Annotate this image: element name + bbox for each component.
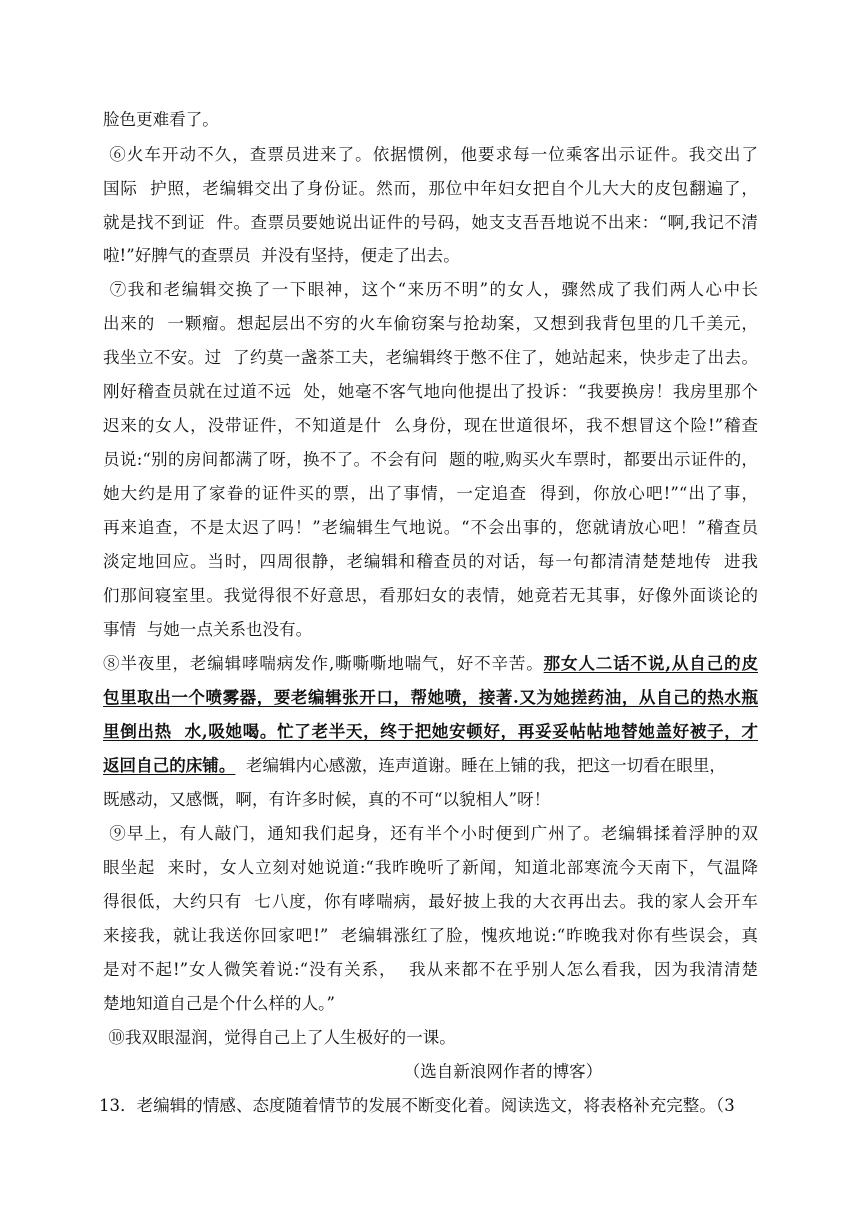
text-line: 们那间寝室里。我觉得很不好意思，看那妇女的表情，她竟若无其事，好像外面谈论的 (103, 586, 758, 605)
text-line: ⑦我和老编辑交换了一下眼神，这个“来历不明”的女人，骤然成了我们两人心中长 (103, 280, 758, 299)
text-line: 国际 护照，老编辑交出了身份证。然而，那位中年妇女把自个儿大大的皮包翻遍了， (103, 179, 758, 198)
question-13: 13．老编辑的情感、态度随着情节的发展不断变化着。阅读选文，将表格补充完整。（3 (99, 1096, 735, 1115)
text-line: 楚地知道自己是个什么样的人。” (103, 994, 335, 1013)
text-line: 事情 与她一点关系也没有。 (103, 620, 313, 639)
text-line: 淡定地回应。当时，四周很静，老编辑和稽查员的对话，每一句都清清楚楚地传 进我 (103, 552, 758, 571)
text-line: 出来的 一颗瘤。想起层出不穷的火车偷窃案与抢劫案，又想到我背包里的几千美元， (103, 314, 758, 333)
para8-tail: 老编辑内心感激，连声道谢。睡在上铺的我，把这一切看在眼里， (235, 756, 726, 775)
text-line: 是对不起!”女人微笑着说:“没有关系， 我从来都不在乎别人怎么看我，因为我清清楚 (103, 960, 758, 979)
underlined-text: 那女人二话不说,从自己的皮 (543, 654, 758, 673)
text-line: 来接我，就让我送你回家吧!” 老编辑涨红了脸，愧疚地说:“昨晚我对你有些误会，真 (103, 926, 758, 945)
text-line: 员说:“别的房间都满了呀，换不了。不会有问 题的啦,购买火车票时，都要出示证件的， (103, 450, 758, 469)
paragraph-8-line (103, 756, 726, 776)
text-line: 脸色更难看了。 (103, 110, 219, 129)
text-line: 刚好稽查员就在过道不远 处，她毫不客气地向他提出了投诉：“我要换房！我房里那个 (103, 382, 758, 401)
text-line: 我坐立不安。过 了约莫一盏茶工夫，老编辑终于憋不住了，她站起来，快步走了出去。 (103, 348, 758, 367)
text-line: ⑥火车开动不久，查票员进来了。依据惯例，他要求每一位乘客出示证件。我交出了 (103, 145, 758, 164)
text-line: 她大约是用了家眷的证件买的票，出了事情，一定追查 得到，你放心吧!”“出了事， (103, 484, 758, 503)
text-line: ⑩我双眼湿润，觉得自己上了人生极好的一课。 (103, 1028, 456, 1047)
underlined-text: 里倒出热 水,吸她喝。忙了老半天，终于把她安顿好，再妥妥帖帖地替她盖好被子，才 (103, 722, 758, 741)
text-line: ⑨早上，有人敲门，通知我们起身，还有半个小时便到广州了。老编辑揉着浮肿的双 (103, 824, 758, 843)
text-line: 迟来的女人，没带证件，不知道是什 么身份，现在世道很坏，我不想冒这个险!”稽查 (103, 416, 758, 435)
text-line: 既感动，又感慨，啊，有许多时候，真的不可“以貌相人”呀！ (103, 790, 551, 809)
text-line: 得很低，大约只有 七八度，你有哮喘病，最好披上我的大衣再出去。我的家人会开车 (103, 892, 758, 911)
source-note: （选自新浪网作者的博客） (403, 1062, 603, 1081)
para8-lead: ⑧半夜里，老编辑哮喘病发作,嘶嘶嘶地喘气，好不辛苦。 (103, 654, 544, 673)
text-line: 再来追查，不是太迟了吗！”老编辑生气地说。“不会出事的，您就请放心吧！”稽查员 (103, 518, 758, 537)
underlined-text: 包里取出一个喷雾器，要老编辑张开口，帮她喷，接著.又为她搓药油，从自己的热水瓶 (103, 688, 758, 707)
text-line: 啦!”好脾气的查票员 并没有坚持，便走了出去。 (103, 246, 460, 265)
paragraph-8-line (103, 654, 758, 674)
text-line: 就是找不到证 件。查票员要她说出证件的号码，她支支吾吾地说不出来：“啊,我记不清 (103, 213, 758, 232)
text-line: 眼坐起 来时，女人立刻对她说道:“我昨晚听了新闻，知道北部寒流今天南下，气温降 (103, 858, 758, 877)
underlined-text: 返回自己的床铺。 (103, 756, 236, 775)
